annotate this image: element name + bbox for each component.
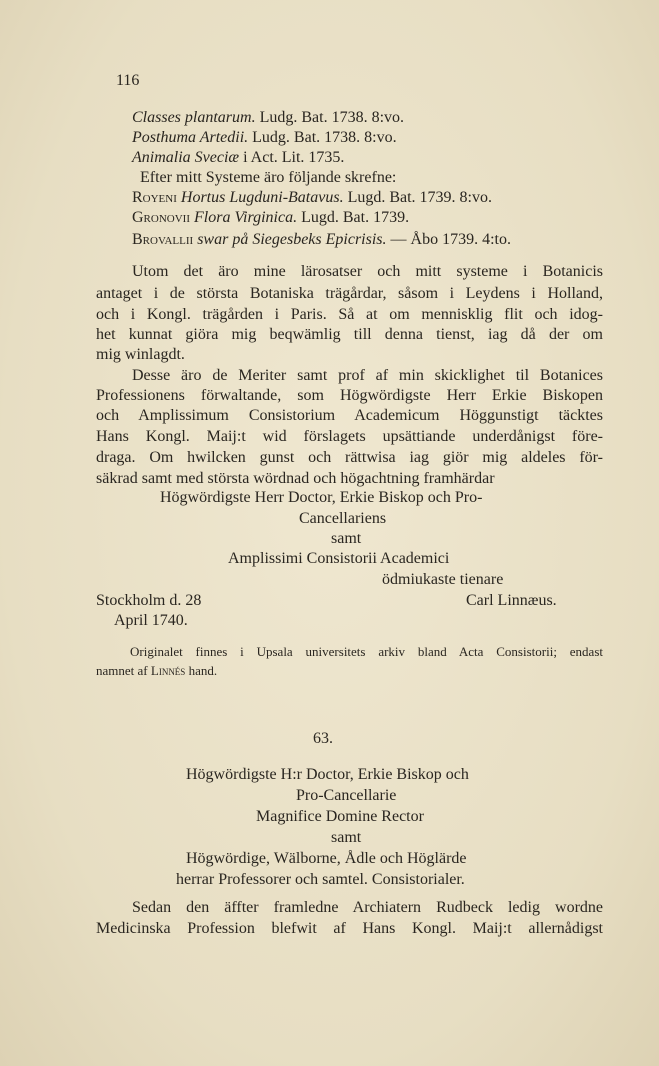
paragraph-line: Utom det äro mine lärosatser och mitt systeme i Botanicis (132, 263, 603, 280)
paragraph-line: het kunnat giöra mig beqwämlig till denna tienst, iag då der om (96, 326, 603, 343)
reference-line: Posthuma Artedii. Ludg. Bat. 1738. 8:vo. (132, 129, 397, 146)
place-date: April 1740. (114, 612, 188, 629)
paragraph-line: antaget i de största Botaniska trägårdar, såsom i Leydens i Holland, (96, 285, 603, 302)
address-line: Magnifice Domine Rector (256, 808, 424, 825)
closing-line: Högwördigste Herr Doctor, Erkie Biskop och Pro- (160, 489, 483, 506)
address-line: samt (331, 829, 362, 846)
paragraph-line: säkrad samt med största wördnad och högachtning framhärdar (96, 470, 495, 487)
paragraph-line: draga. Om hwilcken gunst och rättwisa iag giör mig aldeles för- (96, 449, 603, 466)
address-line: herrar Professorer och samtel. Consistorialer. (176, 871, 465, 888)
reference-line: Brovallii swar på Siegesbeks Epicrisis. — Åbo 1739. 4:to. (132, 231, 511, 248)
address-line: Högwördigste H:r Doctor, Erkie Biskop och (186, 766, 469, 783)
page-number: 116 (116, 72, 140, 89)
address-line: Pro-Cancellarie (296, 787, 397, 804)
address-line: Högwördige, Wälborne, Ådle och Höglärde (186, 850, 467, 867)
place-date: Stockholm d. 28 (96, 592, 202, 609)
reference-line: Animalia Sveciæ i Act. Lit. 1735. (132, 149, 345, 166)
paragraph-line: Medicinska Profession blefwit af Hans Kongl. Maij:t allernådigst (96, 920, 603, 937)
closing-line: ödmiukaste tienare (382, 571, 504, 588)
paragraph-line: och Amplissimum Consistorium Academicum Höggunstigt täcktes (96, 407, 603, 424)
paragraph-line: Sedan den äffter framledne Archiatern Rudbeck ledig wordne (132, 899, 603, 916)
paragraph-line: mig winlagdt. (96, 346, 185, 363)
paragraph-line: Desse äro de Meriter samt prof af min skicklighet til Botanices (132, 367, 603, 384)
closing-line: Cancellariens (299, 510, 387, 527)
paragraph-line: Hans Kongl. Maij:t wid förslagets upsättiande underdånigst före- (96, 428, 603, 445)
reference-line: Gronovii Flora Virginica. Lugd. Bat. 1739. (132, 209, 410, 226)
paragraph-line: och i Kongl. trägården i Paris. Så at om mennisklig flit och idog- (96, 306, 603, 323)
editorial-note: namnet af Linnés hand. (96, 663, 218, 678)
editorial-note: Originalet finnes i Upsala universitets arkiv bland Acta Consistorii; endast (130, 644, 603, 659)
reference-line: Royeni Hortus Lugduni-Batavus. Lugd. Bat. 1739. 8:vo. (132, 189, 492, 206)
paragraph-line: Professionens förwaltande, som Högwördigste Herr Erkie Biskopen (96, 387, 603, 404)
signature: Carl Linnæus. (466, 592, 557, 609)
intro-line: Efter mitt Systeme äro följande skrefne: (140, 169, 397, 186)
letter-number: 63. (313, 730, 333, 747)
closing-line: samt (331, 530, 362, 547)
closing-line: Amplissimi Consistorii Academici (228, 550, 450, 567)
reference-line: Classes plantarum. Ludg. Bat. 1738. 8:vo. (132, 109, 405, 126)
